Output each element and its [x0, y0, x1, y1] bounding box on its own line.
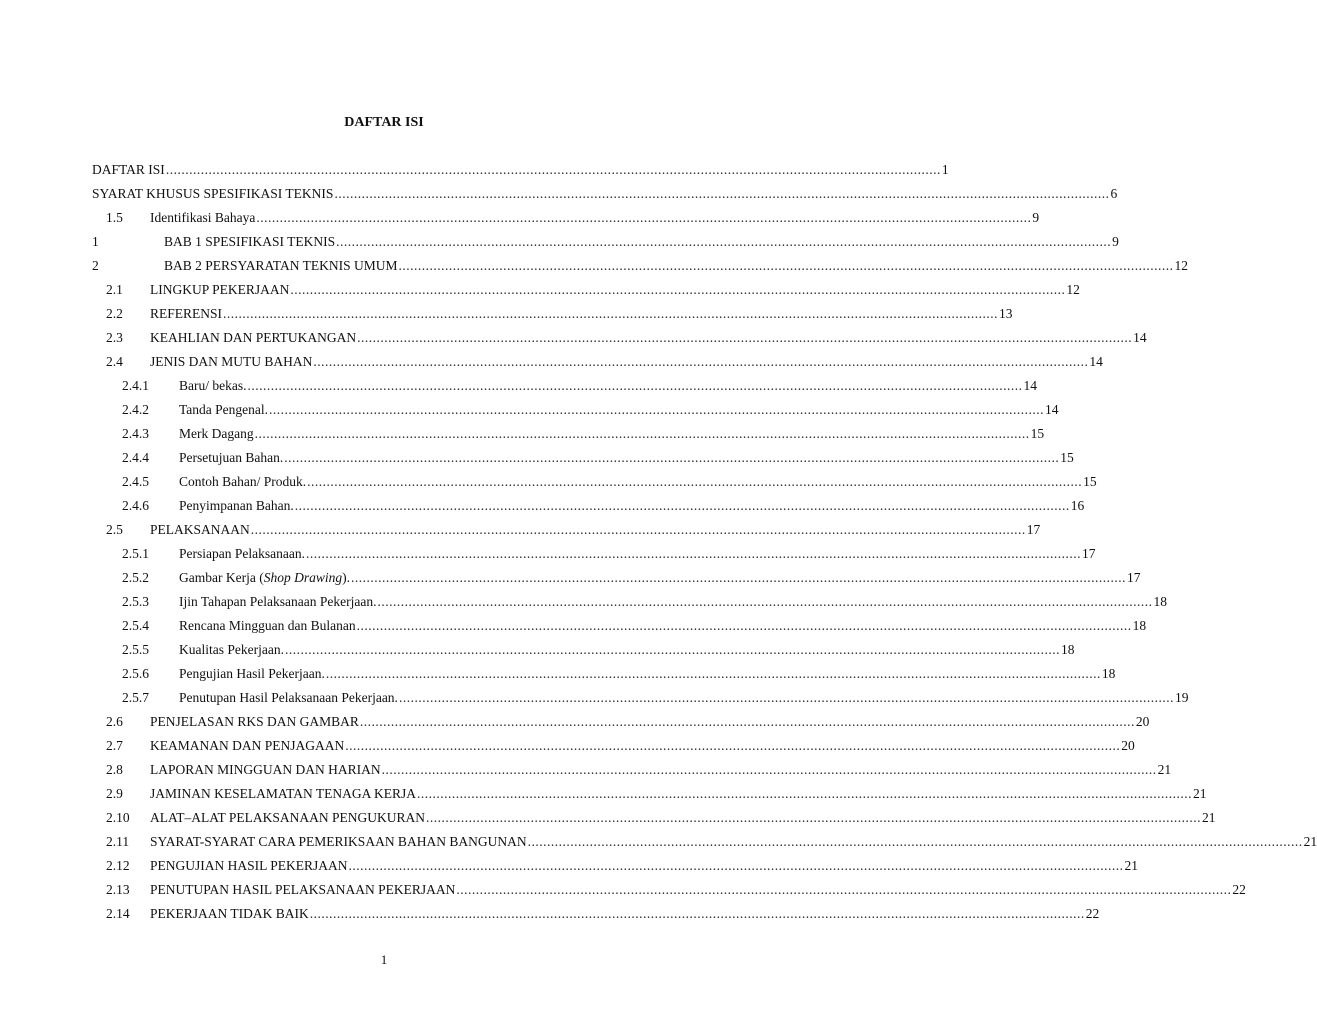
toc-entry-number: 2.4.5	[122, 474, 149, 489]
toc-entry-page: 15	[1060, 450, 1074, 465]
toc-entry-page: 12	[1066, 282, 1080, 297]
dot-leader: ........................................................................................................................................................................................................	[350, 570, 1126, 585]
toc-entry-page: 15	[1030, 426, 1045, 441]
dot-leader: ........................................................................................................................................................................................................	[223, 306, 999, 321]
toc-entry-label: Contoh Bahan/ Produk.	[179, 474, 307, 489]
toc-entry[interactable]	[0, 304, 1013, 324]
toc-entry[interactable]	[0, 400, 1059, 420]
toc-entry[interactable]	[0, 592, 1167, 612]
toc-entry-label: Kualitas Pekerjaan.	[179, 642, 284, 657]
toc-entry-label: Identifikasi Bahaya	[150, 210, 256, 225]
dot-leader: ........................................................................................................................................................................................................	[334, 186, 1110, 201]
toc-entry-label: REFERENSI	[150, 306, 223, 321]
toc-entry-label: ALAT–ALAT PELAKSANAAN PENGUKURAN	[150, 810, 426, 825]
dot-leader: ........................................................................................................................................................................................................	[345, 738, 1121, 753]
toc-entry-page: 17	[1026, 522, 1041, 537]
toc-entry[interactable]	[0, 640, 1075, 660]
toc-entry[interactable]	[0, 736, 1135, 756]
toc-entry[interactable]	[0, 544, 1096, 564]
toc-entry-number: 2.3	[106, 330, 123, 345]
dot-leader: ........................................................................................................................................................................................................	[336, 234, 1112, 249]
dot-leader: ........................................................................................................................................................................................................	[357, 330, 1133, 345]
toc-entry-label: BAB 1 SPESIFIKASI TEKNIS	[164, 234, 336, 249]
dot-leader: ........................................................................................................................................................................................................	[307, 474, 1083, 489]
toc-entry-number: 2.5.2	[122, 570, 149, 585]
toc-entry-page: 9	[1032, 210, 1040, 225]
dot-leader: ........................................................................................................................................................................................................	[417, 786, 1193, 801]
toc-entry-number: 2.5.1	[122, 546, 149, 561]
toc-entry-number: 2.14	[106, 906, 130, 921]
toc-entry-label: PENJELASAN RKS DAN GAMBAR	[150, 714, 359, 729]
toc-entry-page: 21	[1124, 858, 1139, 873]
label-text: Gambar Kerja (	[179, 570, 264, 585]
toc-entry-label: LAPORAN MINGGUAN DAN HARIAN	[150, 762, 381, 777]
toc-entry-page: 22	[1085, 906, 1100, 921]
label-text: ).	[342, 570, 350, 585]
toc-entry-number: 2.12	[106, 858, 130, 873]
toc-entry-page: 21	[1202, 810, 1216, 825]
toc-entry-label: Tanda Pengenal.	[179, 402, 269, 417]
toc-entry[interactable]	[0, 664, 1116, 684]
toc-entry[interactable]	[0, 184, 1118, 204]
toc-entry-label: BAB 2 PERSYARATAN TEKNIS UMUM	[164, 258, 398, 273]
toc-entry-page: 14	[1045, 402, 1059, 417]
toc-entry-number: 2.2	[106, 306, 123, 321]
dot-leader: ........................................................................................................................................................................................................	[381, 762, 1157, 777]
toc-entry-page: 13	[999, 306, 1013, 321]
toc-entry[interactable]	[0, 616, 1147, 636]
toc-entry-number: 2.4.6	[122, 498, 149, 513]
toc-entry[interactable]	[0, 160, 949, 180]
toc-entry-label: Pengujian Hasil Pekerjaan.	[179, 666, 325, 681]
toc-entry-page: 17	[1081, 546, 1096, 561]
dot-leader: ........................................................................................................................................................................................................	[290, 282, 1066, 297]
toc-entry-page: 14	[1133, 330, 1147, 345]
toc-entry[interactable]	[0, 520, 1041, 540]
toc-entry-number: 2.10	[106, 810, 130, 825]
toc-entry-label: JAMINAN KESELAMATAN TENAGA KERJA	[150, 786, 417, 801]
toc-entry-label: Persetujuan Bahan.	[179, 450, 284, 465]
dot-leader: ........................................................................................................................................................................................................	[284, 450, 1060, 465]
toc-entry[interactable]	[0, 256, 1188, 276]
toc-entry-page: 17	[1126, 570, 1141, 585]
toc-entry-label: PENUTUPAN HASIL PELAKSANAAN PEKERJAAN	[150, 882, 456, 897]
toc-entry-number: 1	[92, 234, 99, 249]
dot-leader: ........................................................................................................................................................................................................	[456, 882, 1232, 897]
dot-leader: ........................................................................................................................................................................................................	[254, 426, 1030, 441]
toc-entry-label: PENGUJIAN HASIL PEKERJAAN	[150, 858, 348, 873]
toc-entry[interactable]	[0, 352, 1103, 372]
toc-entry-number: 2.4.3	[122, 426, 149, 441]
toc-entry-number: 2.4.2	[122, 402, 149, 417]
toc-entry-number: 2.4.4	[122, 450, 149, 465]
toc-entry-number: 2.9	[106, 786, 123, 801]
toc-entry-label	[179, 568, 350, 588]
toc-entry-label: LINGKUP PEKERJAAN	[150, 282, 290, 297]
dot-leader: ........................................................................................................................................................................................................	[309, 906, 1085, 921]
toc-entry[interactable]	[0, 448, 1074, 468]
toc-entry-page: 21	[1193, 786, 1207, 801]
toc-entry-label: JENIS DAN MUTU BAHAN	[150, 354, 313, 369]
toc-entry-page: 14	[1023, 378, 1037, 393]
toc-entry-label: Ijin Tahapan Pelaksanaan Pekerjaan.	[179, 594, 377, 609]
dot-leader: ........................................................................................................................................................................................................	[165, 162, 941, 177]
toc-entry-page: 20	[1135, 714, 1150, 729]
toc-entry[interactable]	[0, 472, 1097, 492]
toc-entry-label: Penutupan Hasil Pelaksanaan Pekerjaan.	[179, 690, 398, 705]
toc-entry-number: 2.1	[106, 282, 123, 297]
toc-entry-number: 2.11	[106, 834, 130, 849]
toc-entry-number: 2.4.1	[122, 378, 149, 393]
dot-leader: ........................................................................................................................................................................................................	[348, 858, 1124, 873]
toc-entry[interactable]	[0, 880, 1246, 900]
dot-leader: ........................................................................................................................................................................................................	[426, 810, 1202, 825]
dot-leader: ........................................................................................................................................................................................................	[359, 714, 1135, 729]
toc-entry-page: 1	[941, 162, 949, 177]
toc-entry-page: 12	[1174, 258, 1188, 273]
toc-entry-label: Penyimpanan Bahan.	[179, 498, 294, 513]
toc-entry[interactable]	[0, 496, 1085, 516]
toc-entry-page: 22	[1232, 882, 1246, 897]
toc-entry-number: 2.6	[106, 714, 123, 729]
dot-leader: ........................................................................................................................................................................................................	[377, 594, 1153, 609]
label-italic-text: Shop Drawing	[263, 570, 343, 585]
toc-entry-page: 16	[1070, 498, 1085, 513]
toc-entry-label: SYARAT KHUSUS SPESIFIKASI TEKNIS	[92, 186, 334, 201]
toc-entry-number: 2.5.5	[122, 642, 149, 657]
dot-leader: ........................................................................................................................................................................................................	[294, 498, 1070, 513]
toc-entry[interactable]	[0, 232, 1119, 252]
toc-entry-label: PELAKSANAAN	[150, 522, 250, 537]
toc-entry-number: 2.13	[106, 882, 130, 897]
toc-entry-label: KEAHLIAN DAN PERTUKANGAN	[150, 330, 357, 345]
toc-entry-page: 18	[1101, 666, 1116, 681]
dot-leader: ........................................................................................................................................................................................................	[527, 834, 1303, 849]
toc-entry-page: 18	[1060, 642, 1075, 657]
dot-leader: ........................................................................................................................................................................................................	[398, 258, 1174, 273]
toc-entry-number: 2.5.4	[122, 618, 149, 633]
dot-leader: ........................................................................................................................................................................................................	[398, 690, 1174, 705]
toc-entry-number: 2.5	[106, 522, 123, 537]
toc-entry[interactable]	[0, 208, 1040, 228]
toc-entry-page: 14	[1089, 354, 1103, 369]
toc-entry[interactable]	[0, 904, 1100, 924]
toc-entry-number: 2.7	[106, 738, 123, 753]
toc-entry-page: 19	[1174, 690, 1189, 705]
dot-leader: ........................................................................................................................................................................................................	[356, 618, 1132, 633]
dot-leader: ........................................................................................................................................................................................................	[313, 354, 1089, 369]
toc-entry-label: Persiapan Pelaksanaan.	[179, 546, 305, 561]
toc-entry-label: SYARAT-SYARAT CARA PEMERIKSAAN BAHAN BANGUNAN	[150, 834, 527, 849]
dot-leader: ........................................................................................................................................................................................................	[250, 522, 1026, 537]
toc-entry[interactable]	[0, 424, 1045, 444]
toc-entry-number: 1.5	[106, 210, 123, 225]
dot-leader: ........................................................................................................................................................................................................	[305, 546, 1081, 561]
dot-leader: ........................................................................................................................................................................................................	[247, 378, 1023, 393]
toc-entry-page: 21	[1157, 762, 1172, 777]
toc-entry-number: 2	[92, 258, 99, 273]
toc-entry-label: DAFTAR ISI	[92, 162, 165, 177]
toc-entry-page: 15	[1083, 474, 1097, 489]
toc-entry[interactable]	[0, 712, 1150, 732]
toc-entry[interactable]	[0, 328, 1147, 348]
toc-entry-number: 2.4	[106, 354, 123, 369]
toc-entry-label: Rencana Mingguan dan Bulanan	[179, 618, 356, 633]
toc-entry-number: 2.5.3	[122, 594, 149, 609]
toc-entry[interactable]	[0, 376, 1037, 396]
toc-entry[interactable]	[0, 280, 1080, 300]
toc-entry[interactable]	[0, 568, 1141, 588]
toc-entry-number: 2.5.6	[122, 666, 149, 681]
toc-entry-page: 18	[1132, 618, 1147, 633]
dot-leader: ........................................................................................................................................................................................................	[269, 402, 1045, 417]
toc-entry[interactable]	[0, 760, 1172, 780]
toc-entry-label: PEKERJAAN TIDAK BAIK	[150, 906, 309, 921]
toc-title: DAFTAR ISI	[344, 115, 424, 130]
toc-entry-label: Baru/ bekas.	[179, 378, 247, 393]
toc-entry[interactable]	[0, 832, 1317, 852]
toc-entry[interactable]	[0, 688, 1189, 708]
dot-leader: ........................................................................................................................................................................................................	[284, 642, 1060, 657]
toc-entry[interactable]	[0, 784, 1207, 804]
toc-entry-number: 2.5.7	[122, 690, 149, 705]
toc-entry[interactable]	[0, 808, 1216, 828]
page-number: 1	[380, 952, 388, 967]
toc-entry-page: 21	[1303, 834, 1317, 849]
dot-leader: ........................................................................................................................................................................................................	[256, 210, 1032, 225]
toc-entry-page: 9	[1112, 234, 1119, 249]
toc-entry-label: Merk Dagang	[179, 426, 254, 441]
toc-entry-page: 20	[1121, 738, 1135, 753]
toc-entry[interactable]	[0, 856, 1139, 876]
toc-entry-page: 18	[1153, 594, 1167, 609]
dot-leader: ........................................................................................................................................................................................................	[325, 666, 1101, 681]
toc-entry-number: 2.8	[106, 762, 123, 777]
toc-entry-page: 6	[1110, 186, 1118, 201]
toc-entry-label: KEAMANAN DAN PENJAGAAN	[150, 738, 345, 753]
